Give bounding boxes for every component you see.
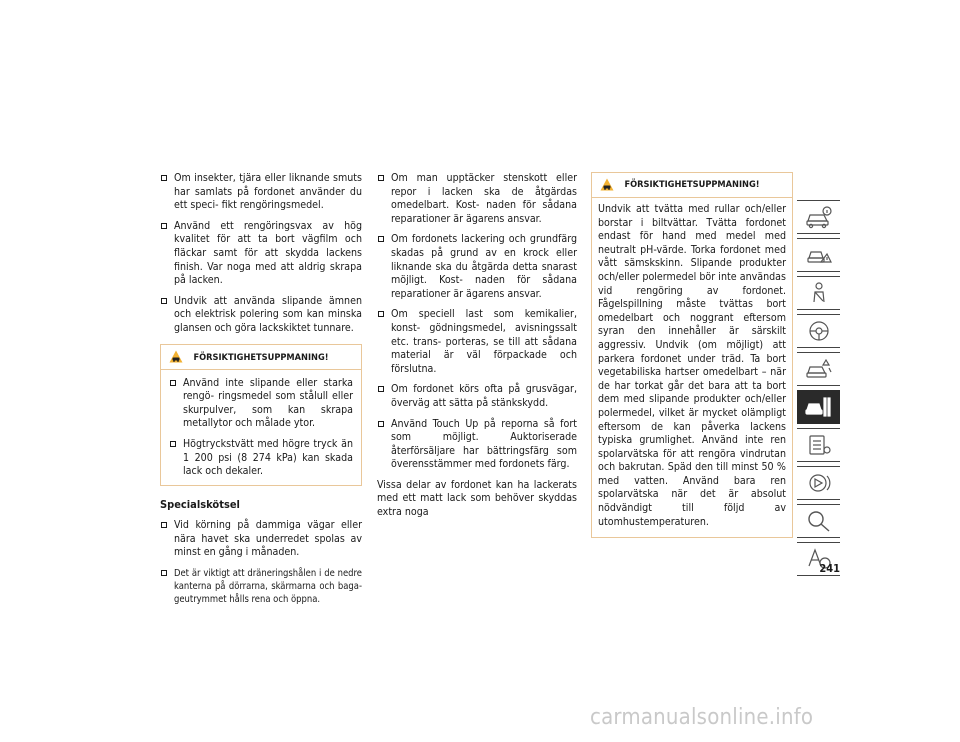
tab-safety[interactable]	[797, 276, 840, 310]
chapter-tabs	[797, 200, 840, 580]
tab-emergency[interactable]	[797, 352, 840, 386]
car-info-icon	[805, 204, 833, 230]
bullet-item: Högtryckstvätt med högre tryck än 1 200 psi (8 274 kPa) kan skada lack och dekaler.	[169, 438, 353, 479]
tab-car-info[interactable]	[797, 200, 840, 234]
bullet-item: Använd ett rengöringsvax av hög kvalitet för att ta bort vägfilm och fläckar samt för att skydda lackens finish. Var noga med att aldrig skrapa på lacken.	[160, 220, 362, 288]
column-left	[160, 172, 362, 613]
tab-warning-lights[interactable]	[797, 238, 840, 272]
bullet-item: Om fordonets lackering och grundfärg skadas på grund av en krock eller liknande ska du åtgärda detta snarast möjligt. Kost- naden för sådana reparationer är ägarens ansvar.	[377, 233, 577, 301]
tab-multimedia[interactable]	[797, 466, 840, 500]
column-middle	[377, 172, 577, 520]
caution-header	[161, 345, 361, 370]
tab-index[interactable]	[797, 504, 840, 538]
bullet-item: Om fordonet körs ofta på grusvägar, överväg att sätta på stänkskydd.	[377, 383, 577, 410]
caution-box-right	[591, 172, 793, 538]
car-service-tools-icon	[805, 394, 833, 420]
caution-body	[161, 370, 361, 485]
caution-title: FÖRSIKTIGHETSUPPMANING!	[193, 351, 329, 363]
bullet-item: Det är viktigt att dräneringshålen i de nedre kanterna på dörrarna, skärmarna och baga- geutrymmet hålls rena och öppna.	[160, 567, 362, 606]
body-paragraph: Vissa delar av fordonet kan ha lackerats med ett matt lack som behöver skyddas extra noga	[377, 478, 577, 519]
car-emergency-icon	[805, 356, 833, 382]
tab-service-maintenance[interactable]	[797, 390, 840, 424]
watermark: carmanualsonline.info	[590, 705, 814, 730]
bullet-item: Om speciell last som kemikalier, konst- gödningsmedel, avisningssalt etc. trans- porteras, se till att sådana material är väl förpackade och förslutna.	[377, 308, 577, 376]
bullet-item: Undvik att använda slipande ämnen och elektrisk polering som kan minska glansen och göra lackskiktet tunnare.	[160, 295, 362, 336]
caution-body: Undvik att tvätta med rullar och/eller borstar i biltvättar. Tvätta fordonet endast för hand med medel med neutralt pH-värde. Torka fordonet med vått sämskskinn. Slipande produkter och/eller polermedel bör inte användas vid rengöring av fordonet. Fågelspillning måste tvättas bort omedelbart och noggrant eftersom syran den innehåller är särskilt aggressiv. Undvik (om möjligt) att parkera fordonet under träd. Ta bort vegetabiliska hartser omedelbart – när de har torkat går det bara att ta bort dem med slipande produkter och/eller polermedel, vilket är mycket olämpligt eftersom de kan påverka lackens typiska grumlighet. Använd inte ren spolarvätska för att rengöra vindrutan och bakrutan. Späd den till minst 50 % med vatten. Använd bara ren spolarvätska när det är absolut nödvändigt till följd av utomhustemperaturen.	[598, 203, 786, 528]
seatbelt-safety-icon	[805, 280, 833, 306]
bullet-item: Om insekter, tjära eller liknande smuts har samlats på fordonet använder du ett speci- fikt rengöringsmedel.	[160, 172, 362, 213]
bullet-item: Vid körning på dammiga vägar eller nära havet ska underredet spolas av minst en gång i månaden.	[160, 519, 362, 560]
specifications-list-icon	[805, 432, 833, 458]
tab-specifications[interactable]	[797, 428, 840, 462]
steering-wheel-icon	[805, 318, 833, 344]
magnifier-index-icon	[805, 508, 833, 534]
caution-title: FÖRSIKTIGHETSUPPMANING!	[624, 179, 760, 190]
multimedia-icon	[805, 470, 833, 496]
bullet-item: Använd Touch Up på reporna så fort som möjligt. Auktoriserade återförsäljare har bättringsfärg som överensstämmer med fordonets färg.	[377, 418, 577, 472]
car-warning-light-icon	[805, 242, 833, 268]
page-number: 241	[819, 562, 840, 575]
caution-box	[160, 344, 362, 486]
caution-header	[592, 173, 792, 198]
tab-driving[interactable]	[797, 314, 840, 348]
bullet-item: Om man upptäcker stenskott eller repor i lacken ska de åtgärdas omedelbart. Kost- naden för sådana reparationer är ägarens ansvar.	[377, 172, 577, 226]
bullet-item: Använd inte slipande eller starka rengö- ringsmedel som stålull eller skurpulver, som kan skrapa metallytor och målade ytor.	[169, 377, 353, 431]
section-heading: Specialskötsel	[160, 497, 240, 511]
